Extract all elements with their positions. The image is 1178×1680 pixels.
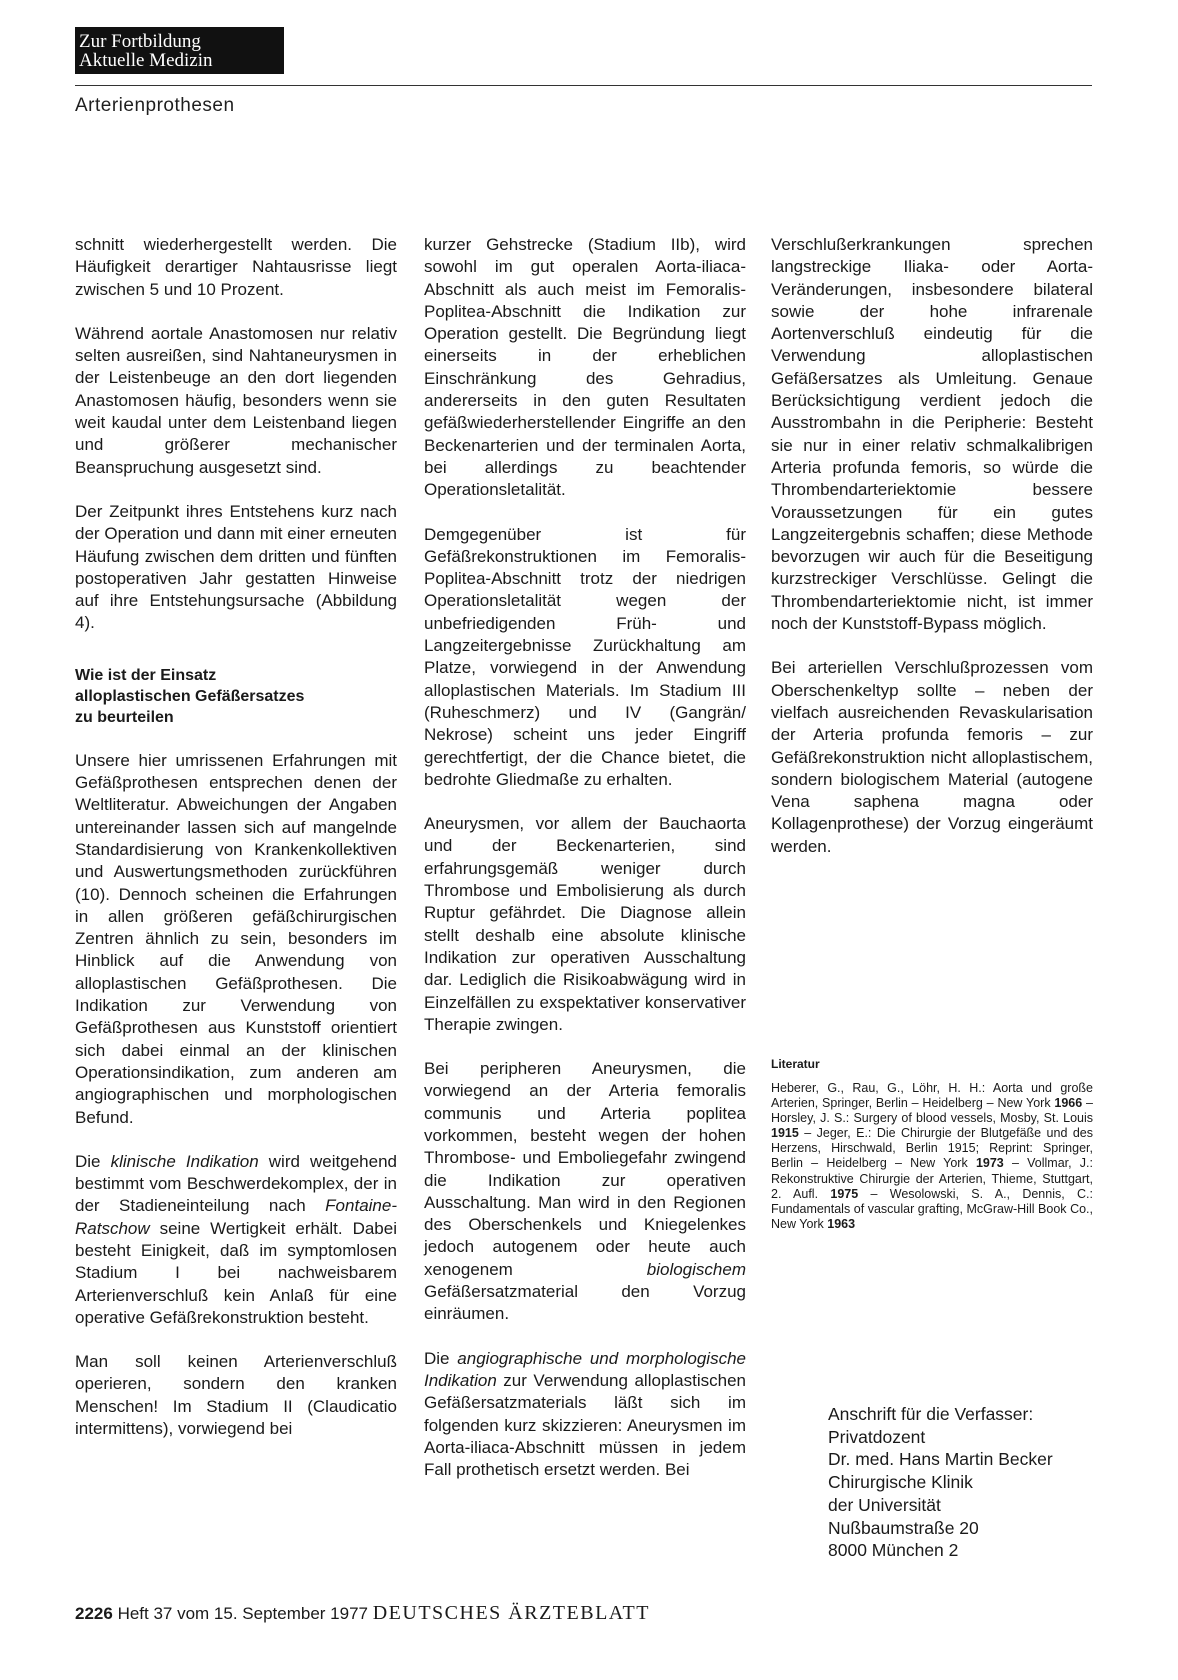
paragraph: Unsere hier umrissenen Erfahrungen mit Gefäßprothesen entsprechen denen der Weltliteratur. Abweichungen der Angaben untereinander lassen sich auf mangelnde Standardisierung von Krankenkollektiven und Auswertungsmethoden zurückführen (10). Dennoch scheinen die Erfahrungen in allen größeren gefäßchirurgischen Zentren ähnlich zu sein, besonders im Hinblick auf die Anwendung von alloplastischen Gefäßprothesen. Die Indikation zur Verwendung von Gefäßprothesen aus Kunststoff orientiert sich dabei einmal an der klinischen Operationsindikation, zum anderen am angiographischen und morphologischen Befund.: [75, 750, 397, 1127]
text-span: seine Wertigkeit erhält. Dabei besteht Einigkeit, daß im symptomlosen Stadium I bei nachweisbarem Arterienverschluß kein Anlaß für eine operative Gefäßrekonstruktion besteht.: [75, 1218, 397, 1327]
reference-year: 1915: [771, 1126, 799, 1141]
paragraph: [75, 1151, 397, 1329]
reference-text: – Jeger, E.: Die Chirurgie der Blutgefäße und des Herzens, Hirschwald, Berlin 1915; Reprint: Springer, Berlin – Heidelberg – New York: [771, 1126, 1093, 1171]
text-span: Die: [75, 1151, 111, 1171]
reference-year: 1963: [827, 1216, 856, 1231]
paragraph: [424, 1348, 746, 1482]
header-rule: [75, 85, 1092, 86]
address-line: Privatdozent: [828, 1426, 926, 1447]
paragraph: Demgegenüber ist für Gefäßrekonstruktionen im Femoralis-Poplitea-Abschnitt trotz der niedrigen Operationsletalität wegen der unbefriedigenden Früh- und Langzeitergebnisse Zurückhaltung am Platze, vorwiegend in der Anwendung alloplastischen Materials. Im Stadium III (Ruheschmerz) und IV (Gangrän/ Nekrose) scheint uns jeder Eingriff gerechtfertigt, der die Chance bietet, die bedrohte Gliedmaße zu erhalten.: [424, 524, 746, 789]
issue-info: Heft 37 vom 15. September 1977: [117, 1604, 368, 1623]
text-column-2: [424, 234, 746, 1503]
section-line-1: Zur Fortbildung: [79, 31, 201, 52]
address-line: der Universität: [828, 1494, 941, 1515]
paragraph: Bei arteriellen Verschlußprozessen vom Oberschenkeltyp sollte – neben der vielfach ausreichenden Revaskularisation der Arteria profunda femoris – zur Gefäßrekonstruktion nicht alloplastischem, sondern biologischem Material (autogene Vena saphena magna oder Kollagenprothese) der Vorzug eingeräumt werden.: [771, 658, 1093, 856]
address-line: Anschrift für die Verfasser:: [828, 1404, 1034, 1424]
section-line-2: Aktuelle Medizin: [79, 50, 213, 71]
emphasis: klinische Indikation: [110, 1151, 259, 1171]
paragraph: Der Zeitpunkt ihres Entstehens kurz nach der Operation und dann mit einer erneuten Häufung zwischen dem dritten und fünften postoperativen Jahr gestatten Hinweise auf ihre Entstehungsursache (Abbildung 4).: [75, 501, 397, 633]
paragraph: Aneurysmen, vor allem der Bauchaorta und der Beckenarterien, sind erfahrungsgemäß weniger durch Thrombose und Embolisierung als durch Ruptur gefährdet. Die Diagnose allein stellt deshalb eine absolute klinische Indikation zur operativen Ausschaltung dar. Lediglich die Risikoabwägung wird in Einzelfällen zu exspektativer konservativer Therapie zwingen.: [424, 814, 746, 1034]
literature-heading: Literatur: [771, 1057, 820, 1071]
text-span: Bei peripheren Aneurysmen, die vorwiegend an der Arteria femoralis communis und Arteria poplitea vorkommen, besteht wegen der hohen Thrombose- und Emboliegefahr zwingend die Indikation zur operativen Ausschaltung. Man wird in den Regionen des Oberschenkels und Kniegelenkes jedoch autogenem oder heute auch xenogenem: [424, 1059, 746, 1279]
reference-text: – Vollmar, J.: Rekonstruktive Chirurgie der Arterien, Thieme, Stuttgart, 2. Aufl.: [771, 1156, 1093, 1201]
reference-text: – Horsley, J. S.: Surgery of blood vessels, Mosby, St. Louis: [771, 1096, 1093, 1126]
author-address: [828, 1403, 1053, 1562]
section-subheading: [75, 665, 397, 728]
page-title: Arterienprothesen: [75, 95, 235, 116]
page-number: 2226: [75, 1604, 113, 1623]
paragraph: Man soll keinen Arterienverschluß operieren, sondern den kranken Menschen! Im Stadium II (Claudicatio intermittens), vorwiegend bei: [75, 1352, 397, 1439]
text-span: Die: [424, 1348, 458, 1368]
emphasis: biologischem: [646, 1259, 746, 1279]
reference-text: Heberer, G., Rau, G., Löhr, H. H.: Aorta und große Arterien, Springer, Berlin – Heidelberg – New York: [771, 1081, 1093, 1111]
paragraph: Während aortale Anastomosen nur relativ selten ausreißen, sind Nahtaneurysmen in der Leistenbeuge an den dort liegenden Anastomosen häufig, besonders wenn sie weit kaudal unter dem Leistenband liegen und größerer mechanischer Beanspruchung ausgesetzt sind.: [75, 323, 397, 477]
address-line: Dr. med. Hans Martin Becker: [828, 1449, 1053, 1470]
address-line: 8000 München 2: [828, 1540, 959, 1561]
literature-list: [771, 1081, 1093, 1232]
text-span: wird weitgehend bestimmt vom Beschwerdekomplex, der in der Stadieneinteilung nach: [75, 1151, 397, 1216]
reference-text: – Wesolowski, S. A., Dennis, C.: Fundamentals of vascular grafting, McGraw-Hill Book Co., New York: [771, 1186, 1093, 1231]
reference-year: 1975: [830, 1186, 859, 1201]
text-span: Gefäßersatzmaterial den Vorzug einräumen.: [424, 1282, 746, 1324]
paragraph: kurzer Gehstrecke (Stadium IIb), wird sowohl im gut operalen Aorta-iliaca-Abschnitt als auch meist im Femoralis-Poplitea-Abschnitt die Indikation zur Operation gestellt. Die Begründung liegt einerseits in der erheblichen Einschränkung des Gehradius, andererseits in den guten Resultaten gefäßwiederherstellender Eingriffe an den Beckenarterien und der terminalen Aorta, bei allerdings zu beachtender Operationsletalität.: [424, 235, 746, 500]
text-span: zur Verwendung alloplastischen Gefäßersatzmaterials läßt sich im folgenden kurz skizzieren: Aneurysmen im Aorta-iliaca-Abschnitt müssen in jedem Fall prothetisch ersetzt werden. Bei: [424, 1370, 746, 1480]
paragraph: [424, 1058, 746, 1326]
address-line: Chirurgische Klinik: [828, 1472, 973, 1493]
subheading-line: zu beurteilen: [75, 708, 174, 726]
section-badge: [75, 27, 284, 74]
address-line: Nußbaumstraße 20: [828, 1517, 979, 1538]
paragraph: schnitt wiederhergestellt werden. Die Häufigkeit derartiger Nahtausrisse liegt zwischen 5 und 10 Prozent.: [75, 235, 397, 299]
reference-year: 1966: [1054, 1096, 1083, 1111]
paragraph: Verschlußerkrankungen sprechen langstreckige Iliaka- oder Aorta-Veränderungen, insbesondere bilateral sowie der hohe infrarenale Aortenverschluß eindeutig für die Verwendung alloplastischen Gefäßersatzes als Umleitung. Genaue Berücksichtigung verdient jedoch die Ausstrombahn in die Peripherie: Besteht sie nur in einer relativ schmalkalibrigen Arteria profunda femoris, so würde die Thrombendarteriektomie bessere Voraussetzungen für ein gutes Langzeitergebnis schaffen; diese Methode bevorzugen wir auch für die Beseitigung kurzstreckiger Verschlüsse. Gelingt die Thrombendarteriektomie nicht, ist immer noch der Kunststoff-Bypass möglich.: [771, 235, 1093, 634]
page-footer: [75, 1602, 650, 1625]
text-column-1: [75, 234, 397, 1462]
text-column-3: [771, 234, 1093, 880]
subheading-line: alloplastischen Gefäßersatzes: [75, 687, 305, 705]
emphasis: Fontaine-Ratschow: [75, 1196, 397, 1238]
subheading-line: Wie ist der Einsatz: [75, 666, 217, 684]
emphasis: angiographische und morphologische Indikation: [424, 1348, 746, 1390]
reference-year: 1973: [975, 1156, 1004, 1171]
journal-name: DEUTSCHES ÄRZTEBLATT: [372, 1602, 650, 1624]
